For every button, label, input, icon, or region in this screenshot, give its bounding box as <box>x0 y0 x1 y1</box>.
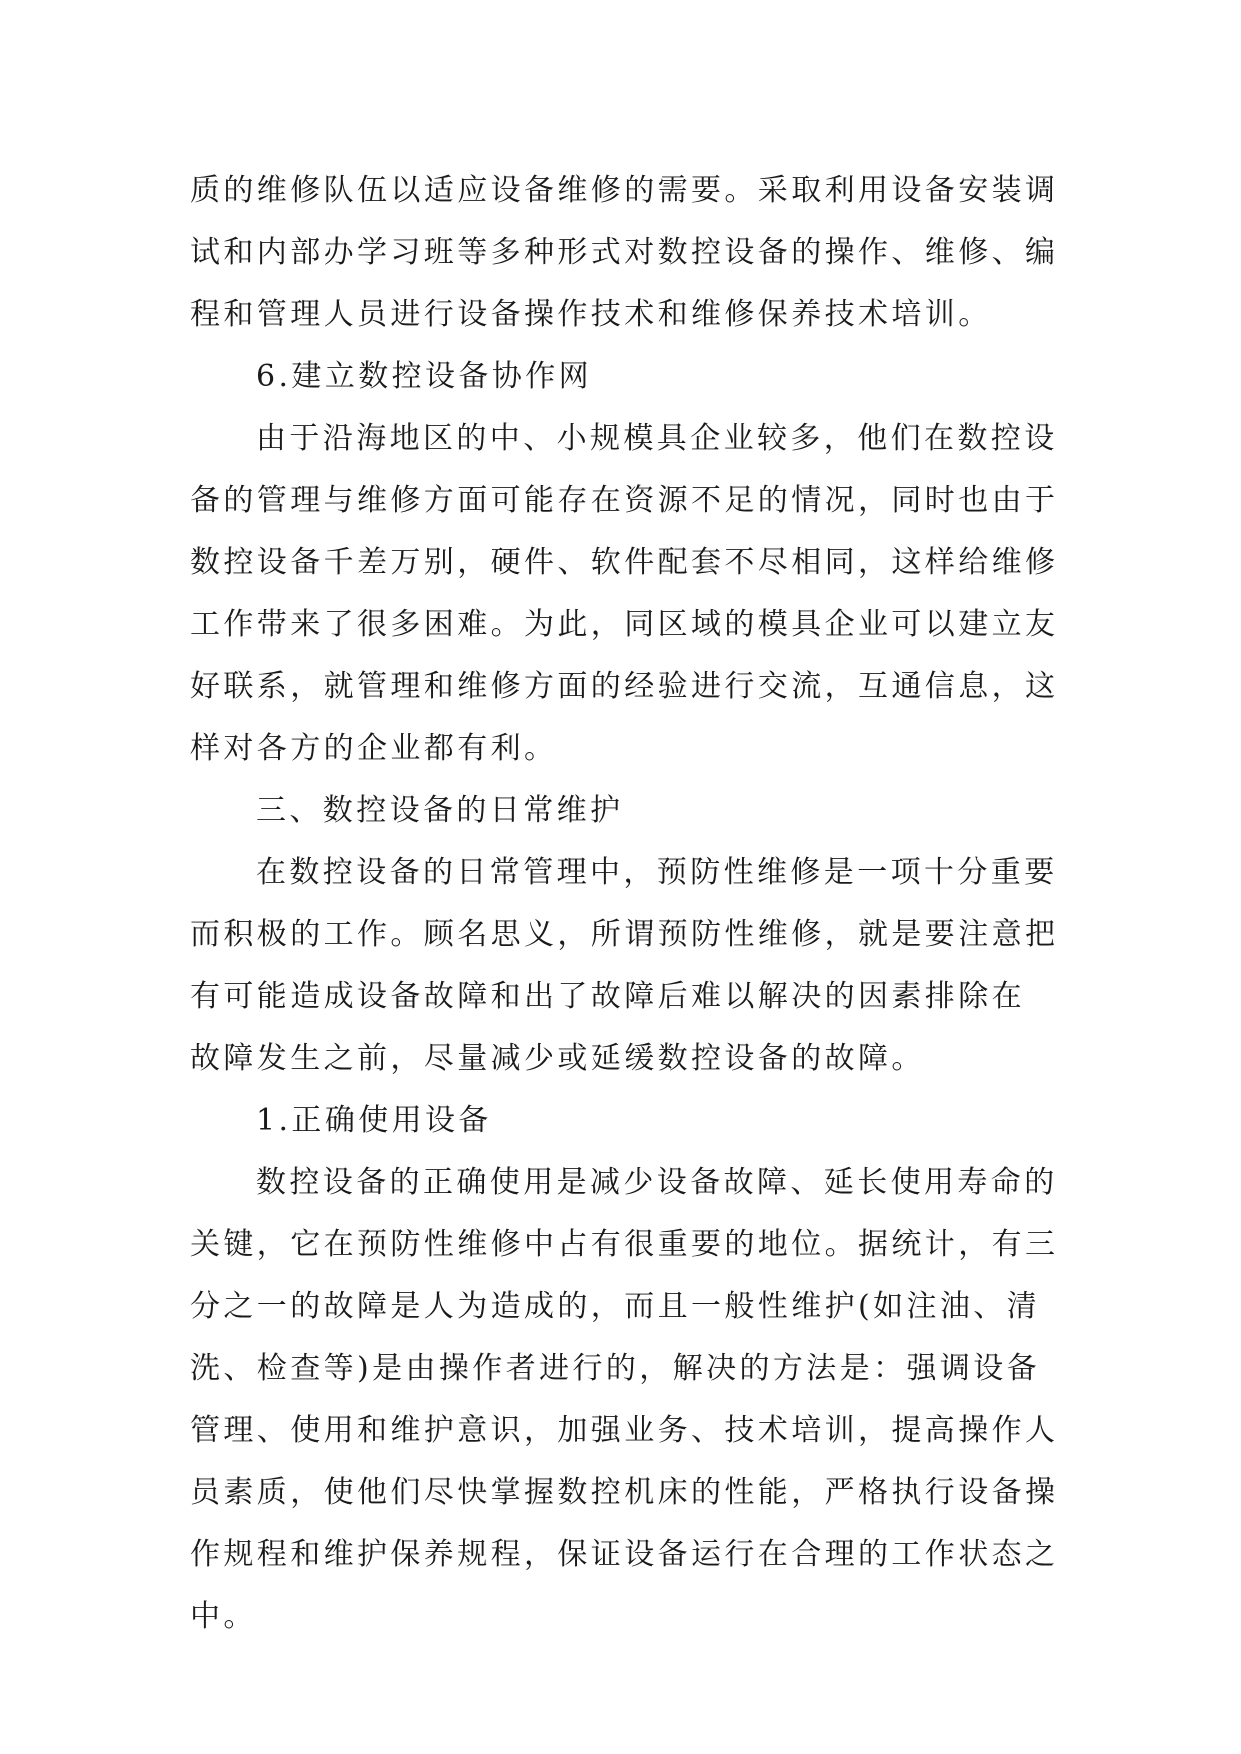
text-line: 好联系，就管理和维修方面的经验进行交流，互通信息，这 <box>190 669 1059 704</box>
text-line: 故障发生之前，尽量减少或延缓数控设备的故障。 <box>190 1041 925 1076</box>
text-line: 备的管理与维修方面可能存在资源不足的情况，同时也由于 <box>190 483 1059 518</box>
text-line: 质的维修队伍以适应设备维修的需要。采取利用设备安装调 <box>190 173 1059 208</box>
text-line: 样对各方的企业都有利。 <box>190 731 558 766</box>
text-line: 在数控设备的日常管理中，预防性维修是一项十分重要 <box>256 855 1058 890</box>
text-line: 有可能造成设备故障和出了故障后难以解决的因素排除在 <box>190 979 1025 1014</box>
text-line: 关键，它在预防性维修中占有很重要的地位。据统计，有三 <box>190 1227 1059 1262</box>
text-line: 数控设备千差万别，硬件、软件配套不尽相同，这样给维修 <box>190 545 1059 580</box>
text-line: 由于沿海地区的中、小规模具企业较多，他们在数控设 <box>256 421 1058 456</box>
text-line: 作规程和维护保养规程，保证设备运行在合理的工作状态之 <box>190 1537 1059 1572</box>
text-line: 数控设备的正确使用是减少设备故障、延长使用寿命的 <box>256 1165 1058 1200</box>
document-body <box>190 160 1059 1648</box>
text-line: 程和管理人员进行设备操作技术和维修保养技术培训。 <box>190 297 992 332</box>
text-line: 试和内部办学习班等多种形式对数控设备的操作、维修、编 <box>190 235 1059 270</box>
text-line: 工作带来了很多困难。为此，同区域的模具企业可以建立友 <box>190 607 1059 642</box>
text-line: 分之一的故障是人为造成的，而且一般性维护(如注油、清 <box>190 1289 1041 1324</box>
text-line: 1.正确使用设备 <box>256 1103 492 1138</box>
text-line: 中。 <box>190 1599 257 1634</box>
text-line: 员素质，使他们尽快掌握数控机床的性能，严格执行设备操 <box>190 1475 1059 1510</box>
text-line: 而积极的工作。顾名思义，所谓预防性维修，就是要注意把 <box>190 917 1059 952</box>
text-line: 三、数控设备的日常维护 <box>256 793 624 828</box>
text-line: 6.建立数控设备协作网 <box>256 359 593 394</box>
text-line: 洗、检查等)是由操作者进行的，解决的方法是：强调设备 <box>190 1351 1041 1386</box>
text-line: 管理、使用和维护意识，加强业务、技术培训，提高操作人 <box>190 1413 1059 1448</box>
